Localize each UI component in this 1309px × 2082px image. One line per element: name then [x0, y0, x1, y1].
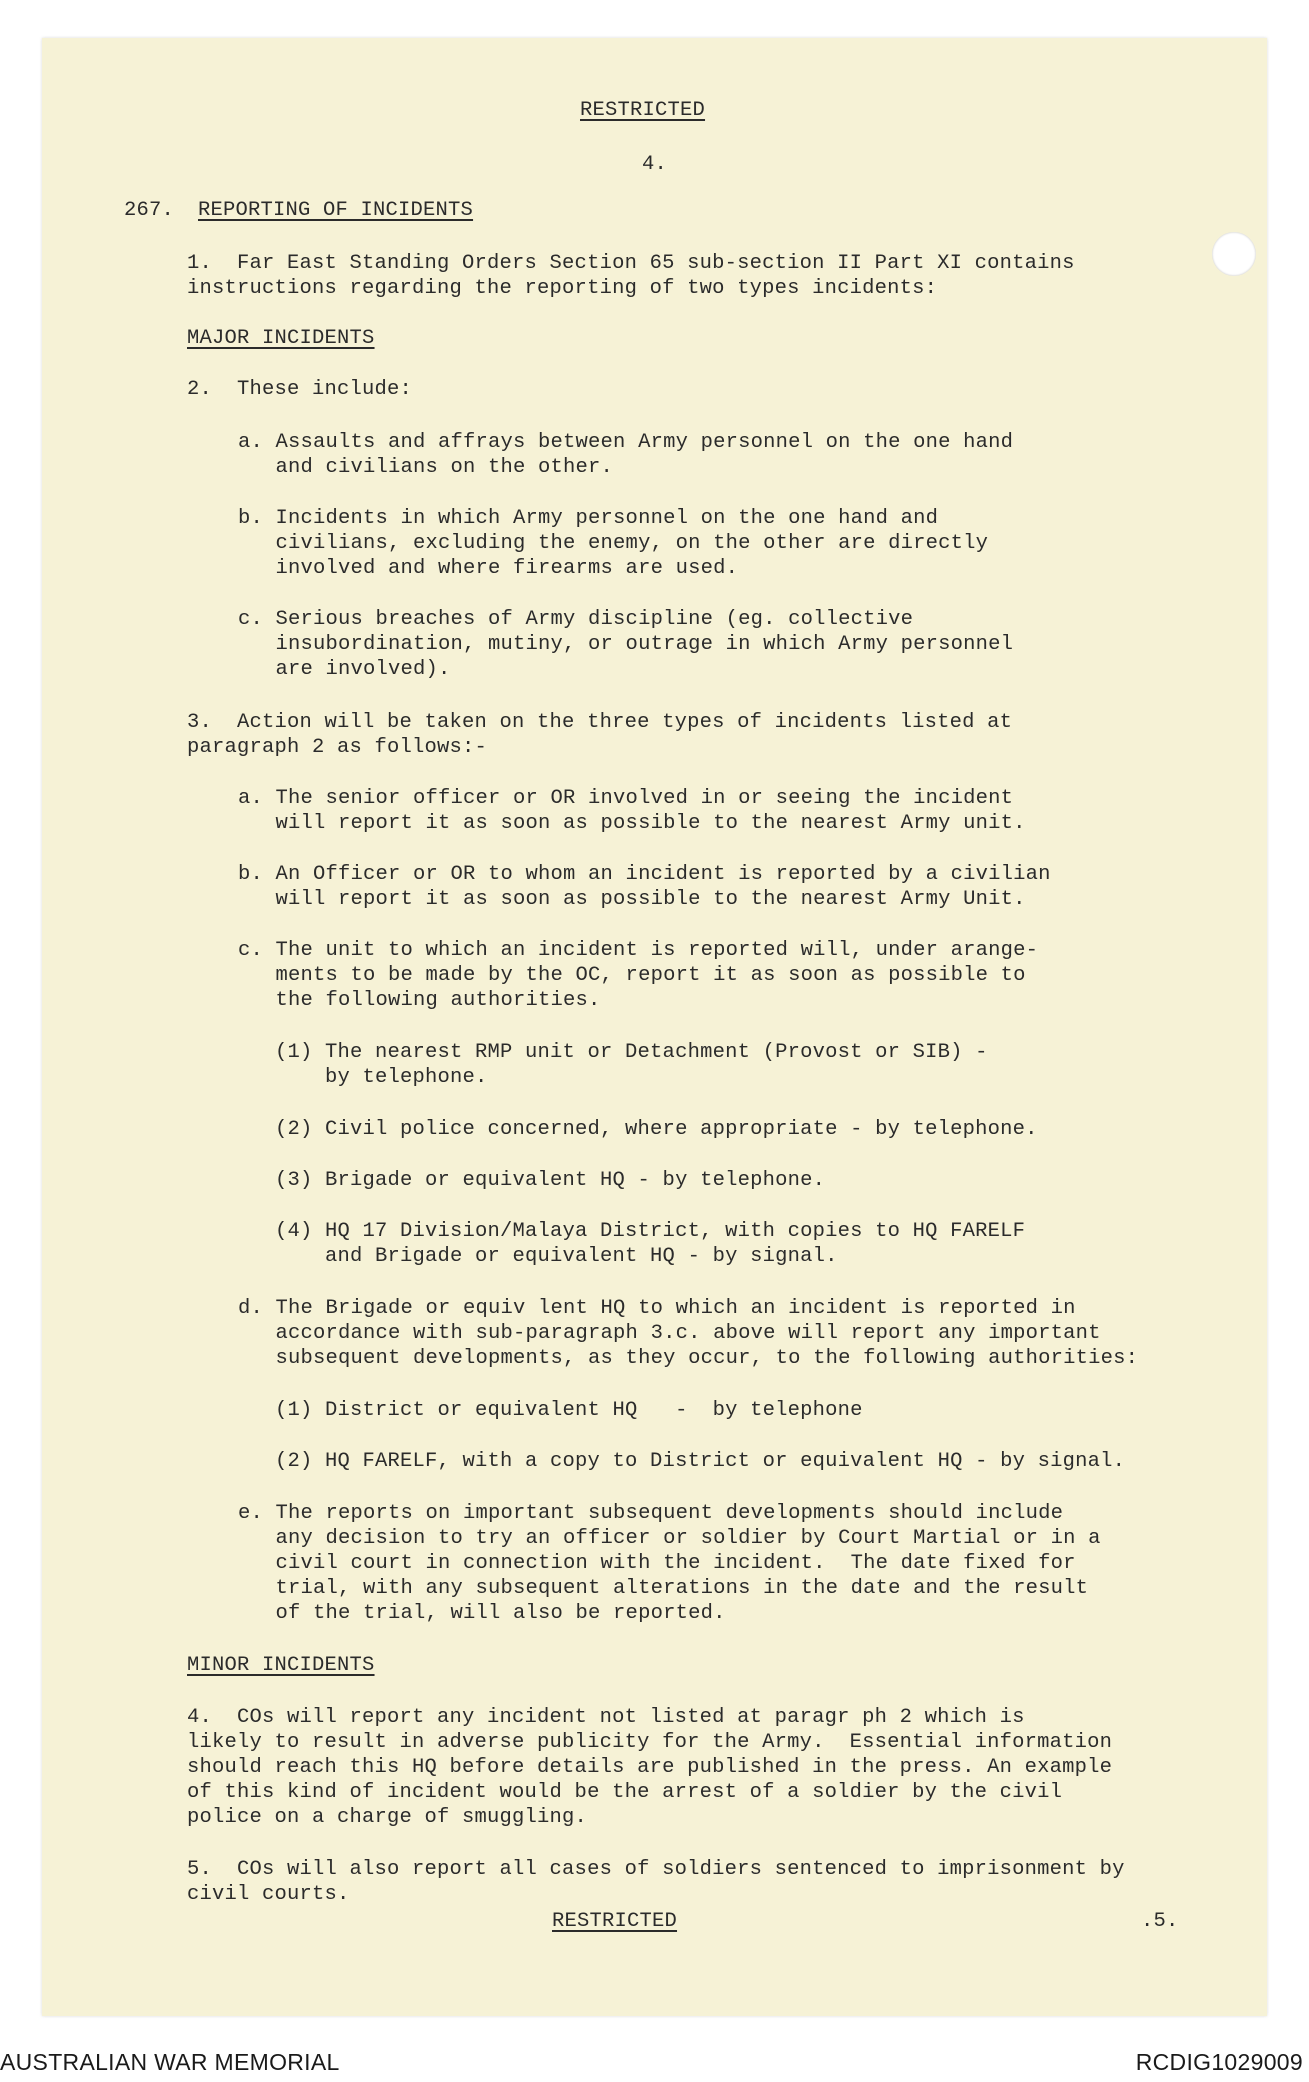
major-incidents-heading: MAJOR INCIDENTS	[187, 327, 375, 350]
para-2c-line-3: are involved).	[238, 658, 451, 681]
para-4-line-4: of this kind of incident would be the arrest of a soldier by the civil	[187, 1781, 1063, 1804]
classification-footer: RESTRICTED	[552, 1910, 678, 1933]
para-3c-2: (2) Civil police concerned, where appropriate - by telephone.	[275, 1118, 1038, 1141]
para-3e-line-4: trial, with any subsequent alterations in the date and the result	[238, 1577, 1089, 1600]
para-3e-line-5: of the trial, will also be reported.	[238, 1602, 726, 1625]
para-4-line-2: likely to result in adverse publicity for the Army. Essential information	[187, 1731, 1113, 1754]
para-3d-line-3: subsequent developments, as they occur, to the following authorities:	[238, 1347, 1139, 1370]
para-2a-line-2: and civilians on the other.	[238, 456, 614, 479]
section-number: 267.	[124, 199, 175, 222]
para-2a-line-1: a. Assaults and affrays between Army personnel on the one hand	[238, 431, 1014, 454]
para-1-line-2: instructions regarding the reporting of two types incidents:	[187, 277, 938, 300]
para-2c-line-2: insubordination, mutiny, or outrage in which Army personnel	[238, 633, 1014, 656]
classification-header: RESTRICTED	[580, 99, 706, 122]
para-5-line-1: 5. COs will also report all cases of soldiers sentenced to imprisonment by	[187, 1858, 1125, 1881]
para-4-line-3: should reach this HQ before details are published in the press. An example	[187, 1756, 1113, 1779]
para-2-intro: 2. These include:	[187, 378, 413, 401]
para-3e-line-3: civil court in connection with the incident. The date fixed for	[238, 1552, 1076, 1575]
archive-id: RCDIG1029009	[1135, 2049, 1303, 2075]
para-3e-line-1: e. The reports on important subsequent developments should include	[238, 1502, 1064, 1525]
para-3c-3: (3) Brigade or equivalent HQ - by telephone.	[275, 1169, 826, 1192]
section-title: REPORTING OF INCIDENTS	[198, 199, 474, 222]
para-2b-line-2: civilians, excluding the enemy, on the other are directly	[238, 532, 989, 555]
page-number: 4.	[642, 153, 668, 176]
para-3c-1-line-1: (1) The nearest RMP unit or Detachment (Provost or SIB) -	[275, 1041, 988, 1064]
para-2c-line-1: c. Serious breaches of Army discipline (eg. collective	[238, 608, 914, 631]
para-3d-line-2: accordance with sub-paragraph 3.c. above will report any important	[238, 1322, 1101, 1345]
para-3e-line-2: any decision to try an officer or soldier by Court Martial or in a	[238, 1527, 1101, 1550]
archive-name: AUSTRALIAN WAR MEMORIAL	[0, 2049, 340, 2075]
para-3a-line-1: a. The senior officer or OR involved in or seeing the incident	[238, 787, 1014, 810]
para-3c-line-1: c. The unit to which an incident is reported will, under arange-	[238, 939, 1039, 962]
next-page-number: .5.	[1141, 1910, 1179, 1933]
para-3-line-1: 3. Action will be taken on the three types of incidents listed at	[187, 711, 1013, 734]
para-3-line-2: paragraph 2 as follows:-	[187, 736, 488, 759]
para-3c-4-line-1: (4) HQ 17 Division/Malaya District, with copies to HQ FARELF	[275, 1220, 1026, 1243]
para-3d-2: (2) HQ FARELF, with a copy to District or equivalent HQ - by signal.	[275, 1450, 1126, 1473]
para-3c-1-line-2: by telephone.	[275, 1066, 488, 1089]
para-3c-line-3: the following authorities.	[238, 989, 601, 1012]
para-3a-line-2: will report it as soon as possible to the nearest Army unit.	[238, 812, 1026, 835]
para-3b-line-1: b. An Officer or OR to whom an incident is reported by a civilian	[238, 863, 1051, 886]
para-3d-1: (1) District or equivalent HQ - by telephone	[275, 1399, 863, 1422]
minor-incidents-heading: MINOR INCIDENTS	[187, 1654, 375, 1677]
para-3c-4-line-2: and Brigade or equivalent HQ - by signal.	[275, 1245, 838, 1268]
para-4-line-1: 4. COs will report any incident not listed at paragr ph 2 which is	[187, 1706, 1025, 1729]
para-3d-line-1: d. The Brigade or equiv lent HQ to which an incident is reported in	[238, 1297, 1076, 1320]
para-1-line-1: 1. Far East Standing Orders Section 65 sub-section II Part XI contains	[187, 252, 1075, 275]
para-5-line-2: civil courts.	[187, 1883, 350, 1906]
para-2b-line-3: involved and where firearms are used.	[238, 557, 739, 580]
para-3b-line-2: will report it as soon as possible to the nearest Army Unit.	[238, 888, 1026, 911]
para-3c-line-2: ments to be made by the OC, report it as soon as possible to	[238, 964, 1026, 987]
para-4-line-5: police on a charge of smuggling.	[187, 1806, 588, 1829]
para-2b-line-1: b. Incidents in which Army personnel on the one hand and	[238, 507, 939, 530]
punch-hole	[1212, 232, 1256, 276]
